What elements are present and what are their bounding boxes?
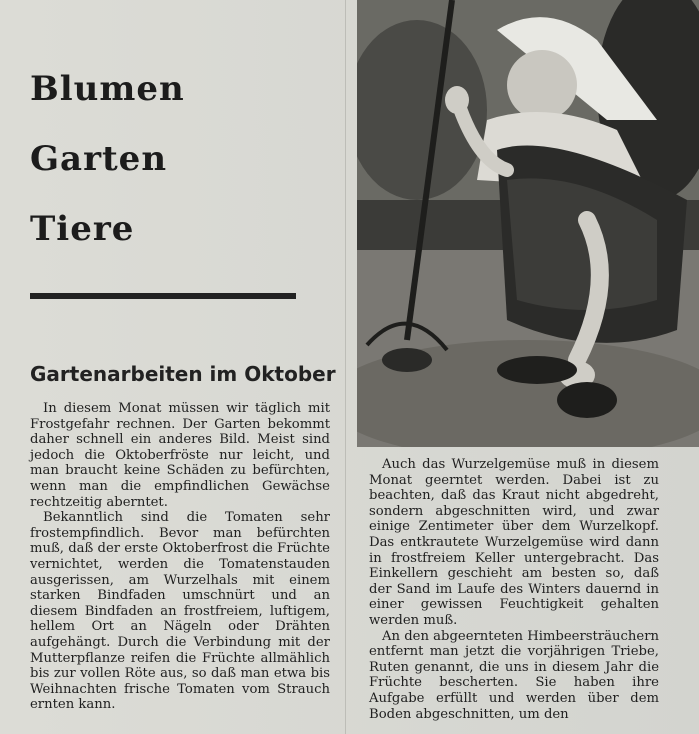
article-title: Gartenarbeiten im Oktober bbox=[30, 362, 336, 386]
section-heading bbox=[30, 70, 330, 280]
heading-word-blumen: Blumen bbox=[30, 69, 185, 109]
paragraph: In diesem Monat müssen wir täglich mit Frostgefahr rechnen. Der Garten bekommt daher schnell ein anderes Bild. Meist sind jedoch die Oktoberfröste nur leicht, und man braucht keine Schäden zu befürchten, wenn man die empfindlichen Gewächse rechtzeitig aberntet. bbox=[30, 401, 330, 510]
paragraph: An den abgeernteten Himbeersträuchern entfernt man jetzt die vorjährigen Triebe, Ruten genannt, die uns in diesem Jahr die Früchte bescherten. Sie haben ihre Aufgabe erfüllt und werden über dem Boden abgeschnitten, um den bbox=[369, 628, 659, 722]
article-column-right bbox=[369, 457, 659, 722]
girl-hoeing-illustration bbox=[357, 0, 699, 447]
heading-rule bbox=[30, 293, 296, 299]
article-column-left bbox=[30, 401, 330, 713]
paragraph: Bekanntlich sind die Tomaten sehr frostempfindlich. Bevor man befürchten muß, daß der erste Oktoberfrost die Früchte vernichtet, werden die Tomatenstauden ausgerissen, am Wurzelhals mit einem starken Bindfaden umschnürt und an diesem Bindfaden an frostfreiem, luftigem, hellem Ort an Nägeln oder Drähten aufgehängt. Durch die Verbindung mit der Mutterpflanze reifen die Früchte allmählich bis zur vollen Röte aus, so daß man etwa bis Weihnachten frische Tomaten vom Strauch ernten kann. bbox=[30, 510, 330, 713]
paragraph: Auch das Wurzelgemüse muß in diesem Monat geerntet werden. Dabei ist zu beachten, daß das Kraut nicht abgedreht, sondern abgeschnitten wird, und zwar einige Zentimeter über dem Wurzelkopf. Das entkrautete Wurzelgemüse wird dann in frostfreiem Keller untergebracht. Das Einkellern geschieht am besten so, daß der Sand im Laufe des Winters dauernd in einer gewissen Feuchtigkeit gehalten werden muß. bbox=[369, 457, 659, 628]
gardening-photo bbox=[357, 0, 699, 447]
heading-word-garten: Garten bbox=[30, 139, 168, 179]
heading-word-tiere: Tiere bbox=[30, 209, 135, 249]
